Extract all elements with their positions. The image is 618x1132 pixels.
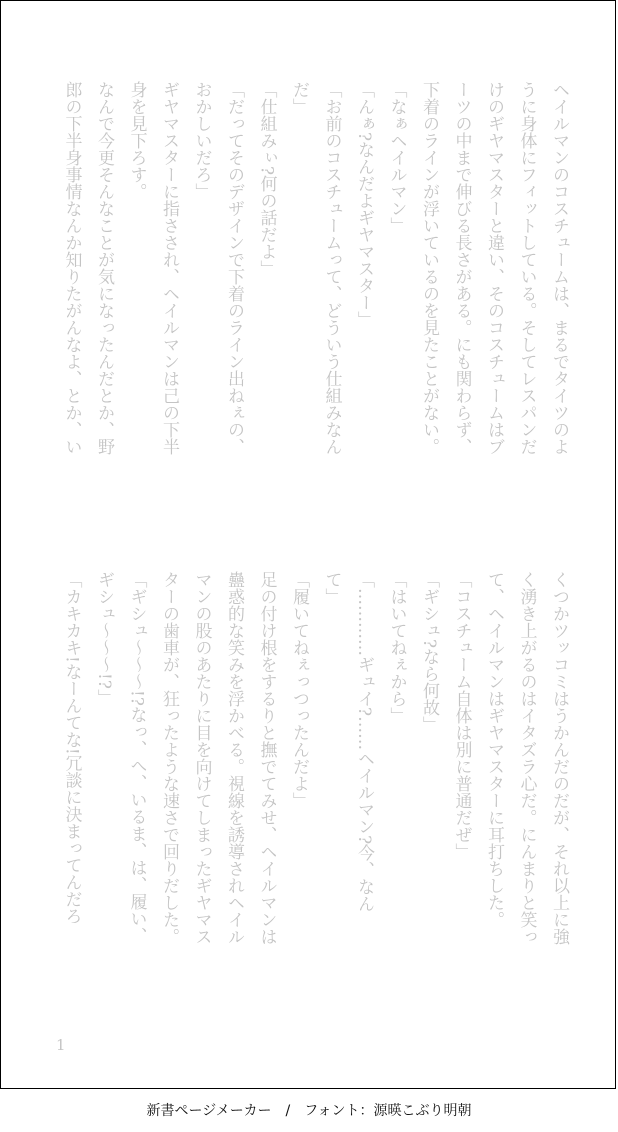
text-line: だ」: [289, 81, 309, 115]
text-line: ーツの中まで伸びる長さがある。にも関わらず、: [451, 81, 472, 455]
text-line: くつかツッコミはうかんだのだが、それ以上に強: [549, 571, 569, 945]
text-line: 「履いてねぇっつったんだよ」: [289, 571, 309, 809]
page-number: 1: [56, 1036, 66, 1054]
text-line: く湧き上がるのはイタズラ心だ。にんまりと笑っ: [516, 571, 537, 945]
text-line: 蠱惑的な笑みを浮かべる。視線を誘導されヘイル: [224, 571, 244, 945]
text-line: 「ギシュ〜〜〜!?なっ、へ、いるま、は、履い、: [126, 571, 147, 944]
text-line: 「ギシュ?なら何故」: [419, 571, 439, 734]
text-line: 「カキカキ!なーんてな!冗談に決まってんだろ: [61, 571, 82, 925]
text-line: 「お前のコスチュームって、どういう仕組みなん: [321, 81, 342, 455]
text-line: 郎の下半身事情なんか知りたがんなよ、とか、い: [61, 81, 82, 455]
text-line: おかしいだろ」: [191, 81, 212, 200]
text-line: なんで今更そんなことが気になったんだとか、野: [94, 81, 114, 455]
footer-credit: 新書ページメーカー / フォント：源暎こぶり明朝: [146, 1103, 472, 1119]
text-line: ターの歯車が、狂ったような速さで回りだした。: [159, 571, 179, 945]
text-line: 「んぁ?なんだよギヤマスター」: [354, 81, 374, 329]
text-line: 「…………ギュイ?……ヘイルマン?今、なん: [354, 571, 374, 913]
text-line: けのギヤマスターと違い、そのコスチュームはブ: [484, 81, 504, 455]
text-line: ギシュ〜〜〜!?」: [94, 571, 114, 706]
text-line: ギヤマスターに指さされ、ヘイルマンは己の下半: [159, 81, 179, 455]
text-line: 下着のラインが浮いているのを見たことがない。: [419, 81, 439, 455]
text-line: 「はいてねぇから」: [386, 571, 407, 724]
text-line: ヘイルマンのコスチュームは、まるでタイツのよ: [549, 81, 569, 455]
text-line: 「なぁヘイルマン」: [386, 81, 407, 234]
text-line: 足の付け根をするりと撫でてみせ、ヘイルマンは: [256, 571, 277, 945]
text-line: て」: [321, 571, 342, 605]
text-line: 「コスチューム自体は別に普通だぜ」: [451, 571, 472, 860]
text-block-bottom: [55, 571, 575, 1011]
text-block-top: [55, 81, 575, 521]
text-line: うに身体にフィットしている。そしてレスパンだ: [516, 81, 537, 455]
text-line: マンの股のあたりに目を向けてしまったギヤマス: [191, 571, 212, 945]
text-line: 「だってそのデザインで下着のライン出ねぇの、: [224, 81, 244, 455]
text-line: 身を見下ろす。: [126, 81, 147, 200]
text-line: 「仕組みぃ?何の話だよ」: [256, 81, 277, 278]
text-line: て、ヘイルマンはギヤマスターに耳打ちした。: [484, 571, 504, 928]
